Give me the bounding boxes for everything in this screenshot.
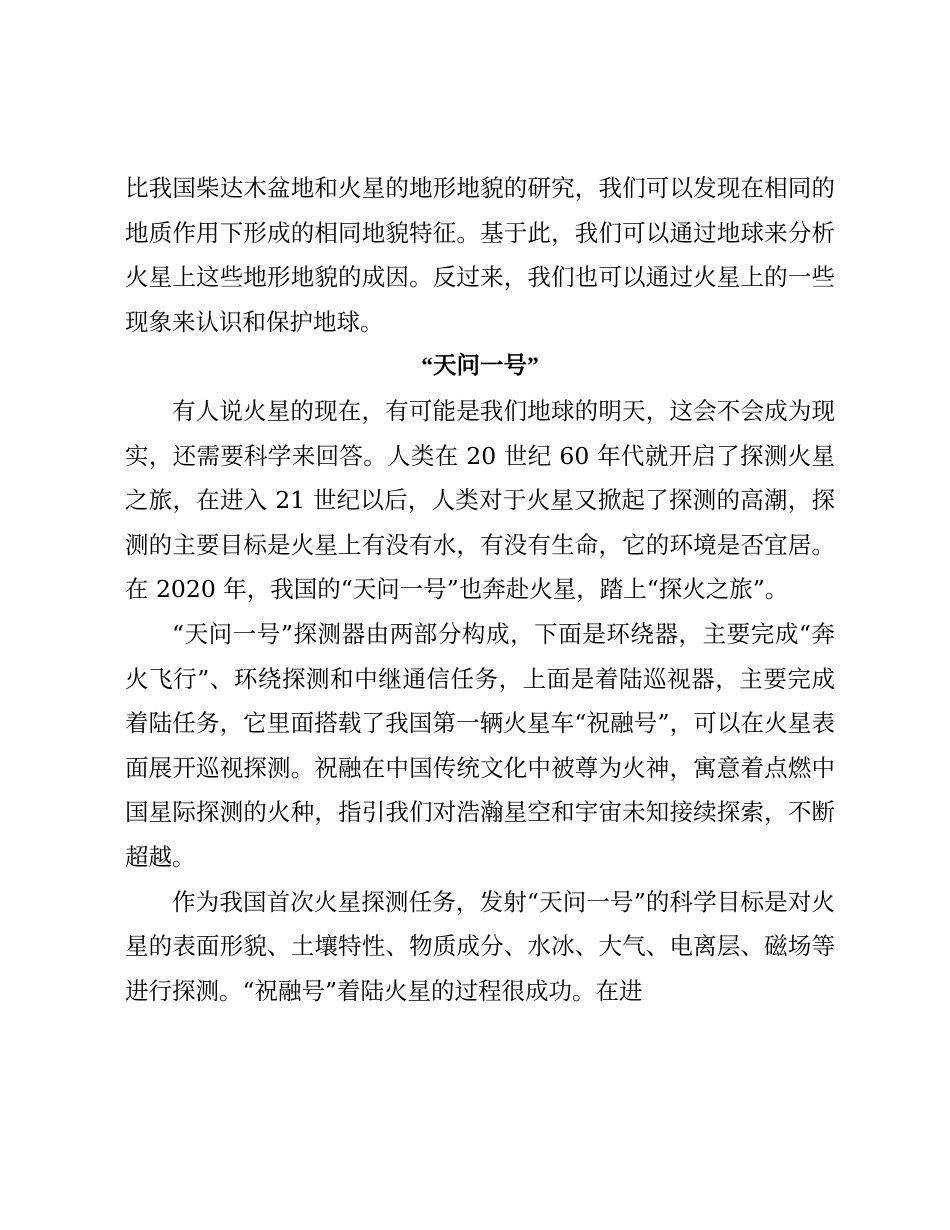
section-heading: “天问一号” (421, 353, 539, 380)
body-paragraph: “天问一号”探测器由两部分构成，下面是环绕器，主要完成“奔火飞行”、环绕探测和中继通信任务，上面是着陆巡视器，主要完成着陆任务，它里面搭载了我国第一辆火星车“祝融号”，可以在火星表面展开巡视探测。祝融在中国传统文化中被尊为火神，寓意着点燃中国星际探测的火种，指引我们对浩瀚星空和宇宙未知接续探索，不断超越。 (125, 619, 835, 871)
document-body (125, 166, 835, 1013)
body-paragraph: 作为我国首次火星探测任务，发射“天问一号”的科学目标是对火星的表面形貌、土壤特性、物质成分、水冰、大气、电离层、磁场等进行探测。“祝融号”着陆火星的过程很成功。在进 (125, 887, 835, 1005)
body-paragraph: 有人说火星的现在，有可能是我们地球的明天，这会不会成为现实，还需要科学来回答。人类在 20 世纪 60 年代就开启了探测火星之旅，在进入 21 世纪以后，人类对于火星又掀起了探测的高潮，探测的主要目标是火星上有没有水，有没有生命，它的环境是否宜居。在 2020 年，我国的“天问一号”也奔赴火星，踏上“探火之旅”。 (125, 396, 835, 604)
intro-paragraph: 比我国柴达木盆地和火星的地形地貌的研究，我们可以发现在相同的地质作用下形成的相同地貌特征。基于此，我们可以通过地球来分析火星上这些地形地貌的成因。反过来，我们也可以通过火星上的一些现象来认识和保护地球。 (125, 174, 835, 336)
